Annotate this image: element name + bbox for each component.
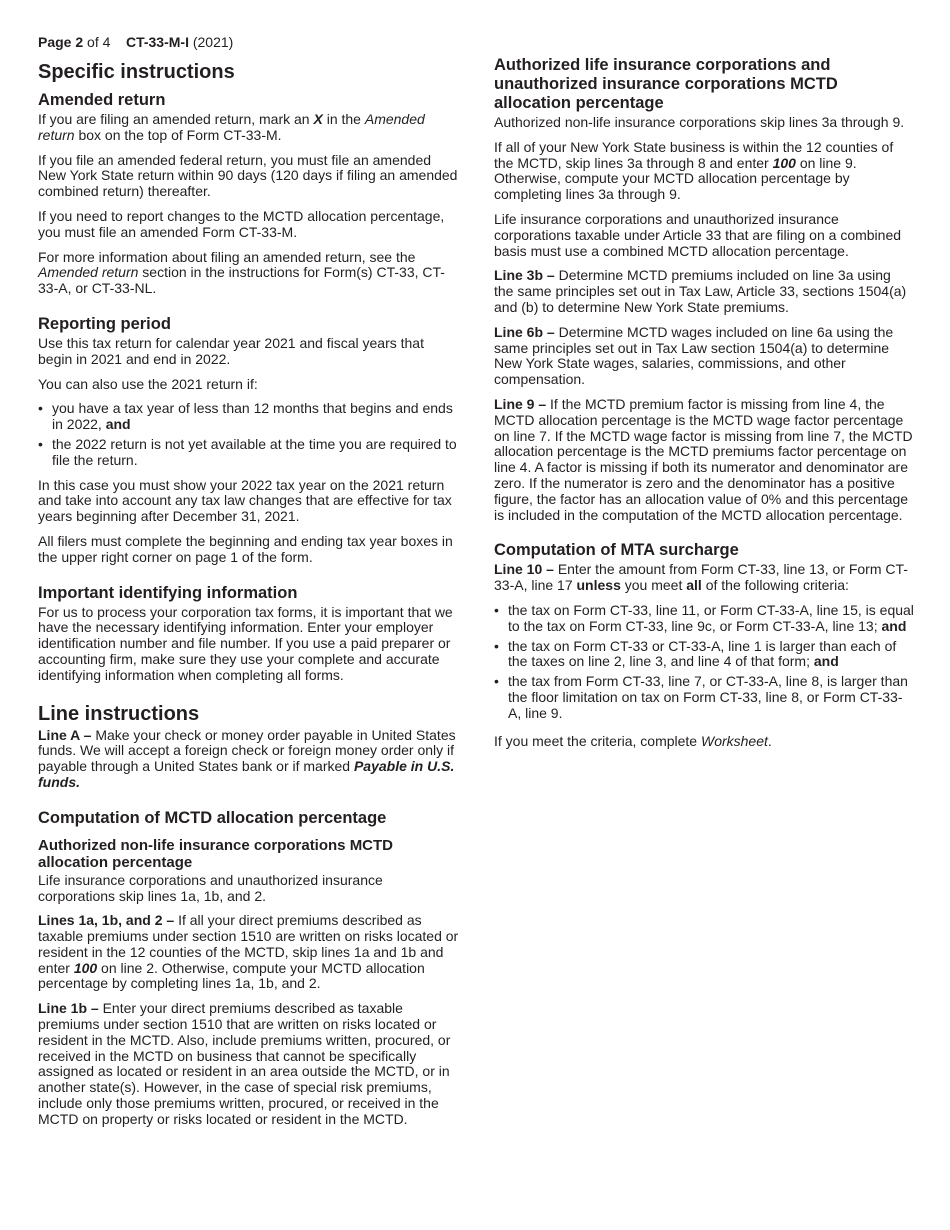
line-1b-text: Line 1b – Enter your direct premiums described as taxable premiums under section 1510 that are written on risks located or resident in the MCTD. Also, include premiums written, procured, or received in the MCTD on business that cannot be specifically assigned as located or resident in an area outside the MCTD, or in another state(s). However, in the case of special risk premiums, include only those premiums written, procured, or received in the MCTD on property or risks located or resident in the MCTD. (38, 1000, 451, 1127)
mctd-p1: Life insurance corporations and unauthorized insurance corporations skip lines 1a, 1b, and 2. (38, 871, 383, 904)
reporting-list (38, 401, 462, 468)
form-year: (2021) (192, 34, 234, 50)
amended-p4: For more information about filing an amended return, see the Amended return section in the instructions for Form(s) CT-33, CT-33-A, or CT-33-NL. (38, 248, 445, 297)
reporting-p2: You can also use the 2021 return if: (38, 375, 258, 392)
list-item: • the tax from Form CT-33, line 7, or CT-33-A, line 8, is larger than the floor limitation on tax on Form CT-33, line 8, or Form CT-33-A, line 9. (494, 674, 914, 721)
mta-heading: Computation of MTA surcharge (494, 541, 739, 560)
line-3b-text: Line 3b – Determine MCTD premiums included on line 3a using the same principles set out in Tax Law, Article 33, sections 1504(a) and (b) to determine New York State premiums. (494, 267, 907, 315)
mctd-subheading: Authorized non-life insurance corporations MCTD allocation percentage (38, 836, 394, 871)
specific-instructions-title: Specific instructions (38, 61, 235, 83)
amended-return-heading: Amended return (38, 91, 166, 109)
left-column (38, 60, 462, 1137)
auth-life-heading: Authorized life insurance corporations and unauthorized insurance corporations MCTD allocation percentage (494, 56, 838, 112)
reporting-p1: Use this tax return for calendar year 2021 and fiscal years that begin in 2021 and end in 2022. (38, 334, 424, 367)
amended-p1: If you are filing an amended return, mark an X in the Amended return box on the top of Form CT-33-M. (38, 111, 425, 143)
right-column (494, 56, 914, 758)
list-item: • you have a tax year of less than 12 months that begins and ends in 2022, and (38, 401, 462, 433)
lines-1a-1b-2-text: Lines 1a, 1b, and 2 – If all your direct premiums described as taxable premiums under section 1510 are written on risks located or resident in the 12 counties of the MCTD, skip lines 1a and 1b and enter 100 on line 2. Otherwise, compute your MCTD allocation percentage by completing lines 1a, 1b, and 2. (38, 912, 459, 992)
line-a-text: Line A – Make your check or money order payable in United States funds. We will accept a foreign check or foreign money order only if payable through a United States bank or if marked Payable in U.S. funds. (38, 726, 456, 790)
page-label: Page 2 (38, 34, 84, 50)
mta-final: If you meet the criteria, complete Worksheet. (494, 732, 772, 749)
identifying-heading: Important identifying information (38, 583, 298, 602)
list-item: • the tax on Form CT-33 or CT-33-A, line 1 is larger than each of the taxes on line 2, line 3, and line 4 of that form; and (494, 639, 914, 671)
line-9-text: Line 9 – If the MCTD premium factor is missing from line 4, the MCTD allocation percentage is the MCTD wage factor percentage on line 7. If the MCTD wage factor is missing from line 7, the MCTD allocation percentage is the MCTD premiums factor percentage on line 4. A factor is missing if both its numerator and denominator are zero. If the numerator is zero and the denominator has a positive figure, the factor has an allocation value of 0% and this percentage is included in the computation of the MCTD allocation percentage. (494, 395, 913, 523)
page-header (38, 34, 233, 50)
form-id: CT-33-M-I (125, 34, 189, 50)
reporting-p3: In this case you must show your 2022 tax year on the 2021 return and take into account any tax law changes that are effective for tax years beginning after December 31, 2021. (38, 476, 452, 525)
line-10-text: Line 10 – Enter the amount from Form CT-33, line 13, or Form CT-33-A, line 17 unless you meet all of the following criteria: (494, 561, 908, 594)
identifying-p1: For us to process your corporation tax forms, it is important that we have the necessary identifying information. Enter your employer identification number and file number. If you use a paid preparer or accounting firm, make sure they use your complete and accurate identifying information when completing all forms. (38, 603, 453, 683)
line-6b-text: Line 6b – Determine MCTD wages included on line 6a using the same principles set out in Tax Law section 1504(a) to determine New York State wages, salaries, commissions, and other compensation. (494, 323, 894, 388)
amended-p2: If you file an amended federal return, you must file an amended New York State return within 90 days (120 days if filing an amended combined return) thereafter. (38, 151, 458, 200)
auth-p2: If all of your New York State business is within the 12 counties of the MCTD, skip lines 3a through 8 and enter 100 on line 9. Otherwise, compute your MCTD allocation percentage by completing lines 3a through 9. (494, 138, 894, 203)
auth-p3: Life insurance corporations and unauthorized insurance corporations taxable under Article 33 that are filing on a combined basis must use a combined MCTD allocation percentage. (494, 210, 902, 259)
reporting-p4: All filers must complete the beginning and ending tax year boxes in the upper right corner on page 1 of the form. (38, 532, 453, 565)
auth-p1: Authorized non-life insurance corporations skip lines 3a through 9. (494, 114, 905, 130)
mta-criteria-list (494, 603, 914, 722)
line-instructions-title: Line instructions (38, 702, 200, 725)
mctd-heading: Computation of MCTD allocation percentage (38, 808, 387, 827)
list-item: • the 2022 return is not yet available at the time you are required to file the return. (38, 437, 462, 469)
amended-p3: If you need to report changes to the MCTD allocation percentage, you must file an amended Form CT-33-M. (38, 207, 445, 240)
page-of: of 4 (87, 34, 111, 50)
reporting-period-heading: Reporting period (38, 314, 171, 333)
list-item: • the tax on Form CT-33, line 11, or Form CT-33-A, line 15, is equal to the tax on Form CT-33, line 9c, or Form CT-33-A, line 13; and (494, 603, 914, 635)
